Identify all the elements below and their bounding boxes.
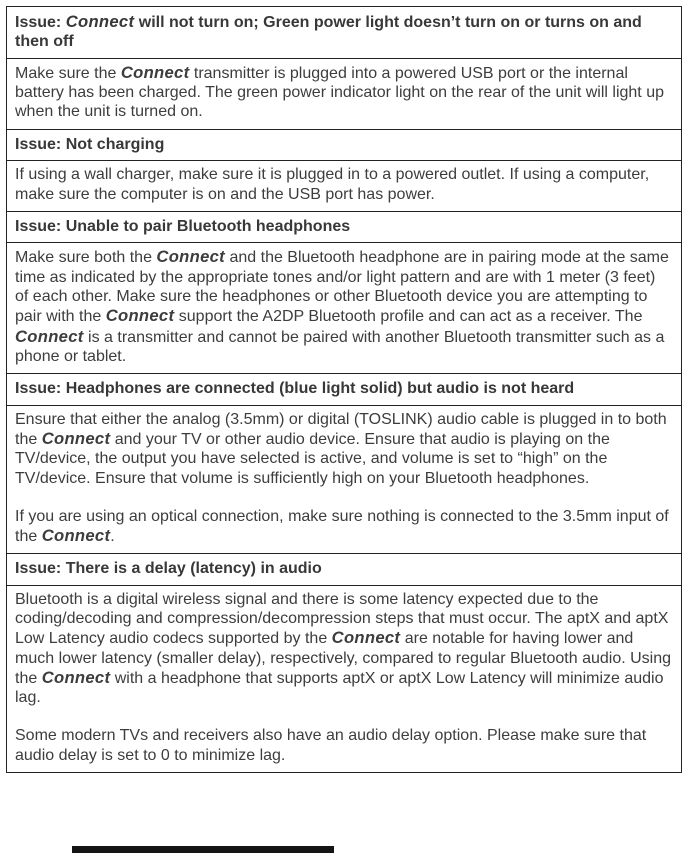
page-bottom-cutoff-bar xyxy=(72,846,334,853)
issue-heading: Issue: There is a delay (latency) in audio xyxy=(15,560,322,578)
troubleshooting-table xyxy=(6,6,682,773)
body-paragraph: Make sure both the Connect and the Bluetooth headphone are in pairing mode at the same time as indicated by the appropriate tones and/or light pattern and are with 1 meter (3 feet) of each other. Make sure the headphones or other Bluetooth device you are attempting to pair with the Connect support the A2DP Bluetooth profile and can act as a receiver. The Connect is a transmitter and cannot be paired with another Bluetooth transmitter such as a phone or tablet. xyxy=(15,247,669,366)
issue-heading: Issue: Connect will not turn on; Green power light doesn’t turn on or turns on and then off xyxy=(15,12,642,51)
body-row-pairing xyxy=(7,243,681,374)
issue-row-latency xyxy=(7,554,681,585)
issue-row-no-audio xyxy=(7,374,681,405)
body-paragraph: Make sure the Connect transmitter is plugged into a powered USB port or the internal battery has been charged. The green power indicator light on the rear of the unit will light up when the unit is turned on. xyxy=(15,62,664,121)
issue-heading: Issue: Not charging xyxy=(15,135,165,153)
body-paragraph: Some modern TVs and receivers also have an audio delay option. Please make sure that audio delay is set to 0 to minimize lag. xyxy=(15,727,647,764)
issue-heading: Issue: Headphones are connected (blue light solid) but audio is not heard xyxy=(15,380,575,398)
issue-row-charging xyxy=(7,130,681,161)
body-row-no-audio xyxy=(7,406,681,555)
body-row-power xyxy=(7,59,681,130)
body-paragraph: If using a wall charger, make sure it is plugged in to a powered outlet. If using a computer, make sure the computer is on and the USB port has power. xyxy=(15,166,650,203)
issue-row-power xyxy=(7,7,681,59)
body-row-charging xyxy=(7,161,681,212)
body-paragraph: If you are using an optical connection, make sure nothing is connected to the 3.5mm input of the Connect. xyxy=(15,507,669,545)
body-paragraph: Ensure that either the analog (3.5mm) or digital (TOSLINK) audio cable is plugged in to both the Connect and your TV or other audio device. Ensure that audio is playing on the TV/device, the output you have selected is active, and volume is set to “high” on the TV/device. Ensure that volume is sufficiently high on your Bluetooth headphones. xyxy=(15,410,667,487)
issue-row-pairing xyxy=(7,212,681,243)
body-row-latency xyxy=(7,586,681,772)
issue-heading: Issue: Unable to pair Bluetooth headphones xyxy=(15,217,351,235)
body-paragraph: Bluetooth is a digital wireless signal and there is some latency expected due to the coding/decoding and compression/decompression steps that must occur. The aptX and aptX Low Latency audio codecs supported by the Connect are notable for having lower and much lower latency (smaller delay), respectively, compared to regular Bluetooth audio. Using the Connect with a headphone that supports aptX or aptX Low Latency will minimize audio lag. xyxy=(15,590,672,707)
